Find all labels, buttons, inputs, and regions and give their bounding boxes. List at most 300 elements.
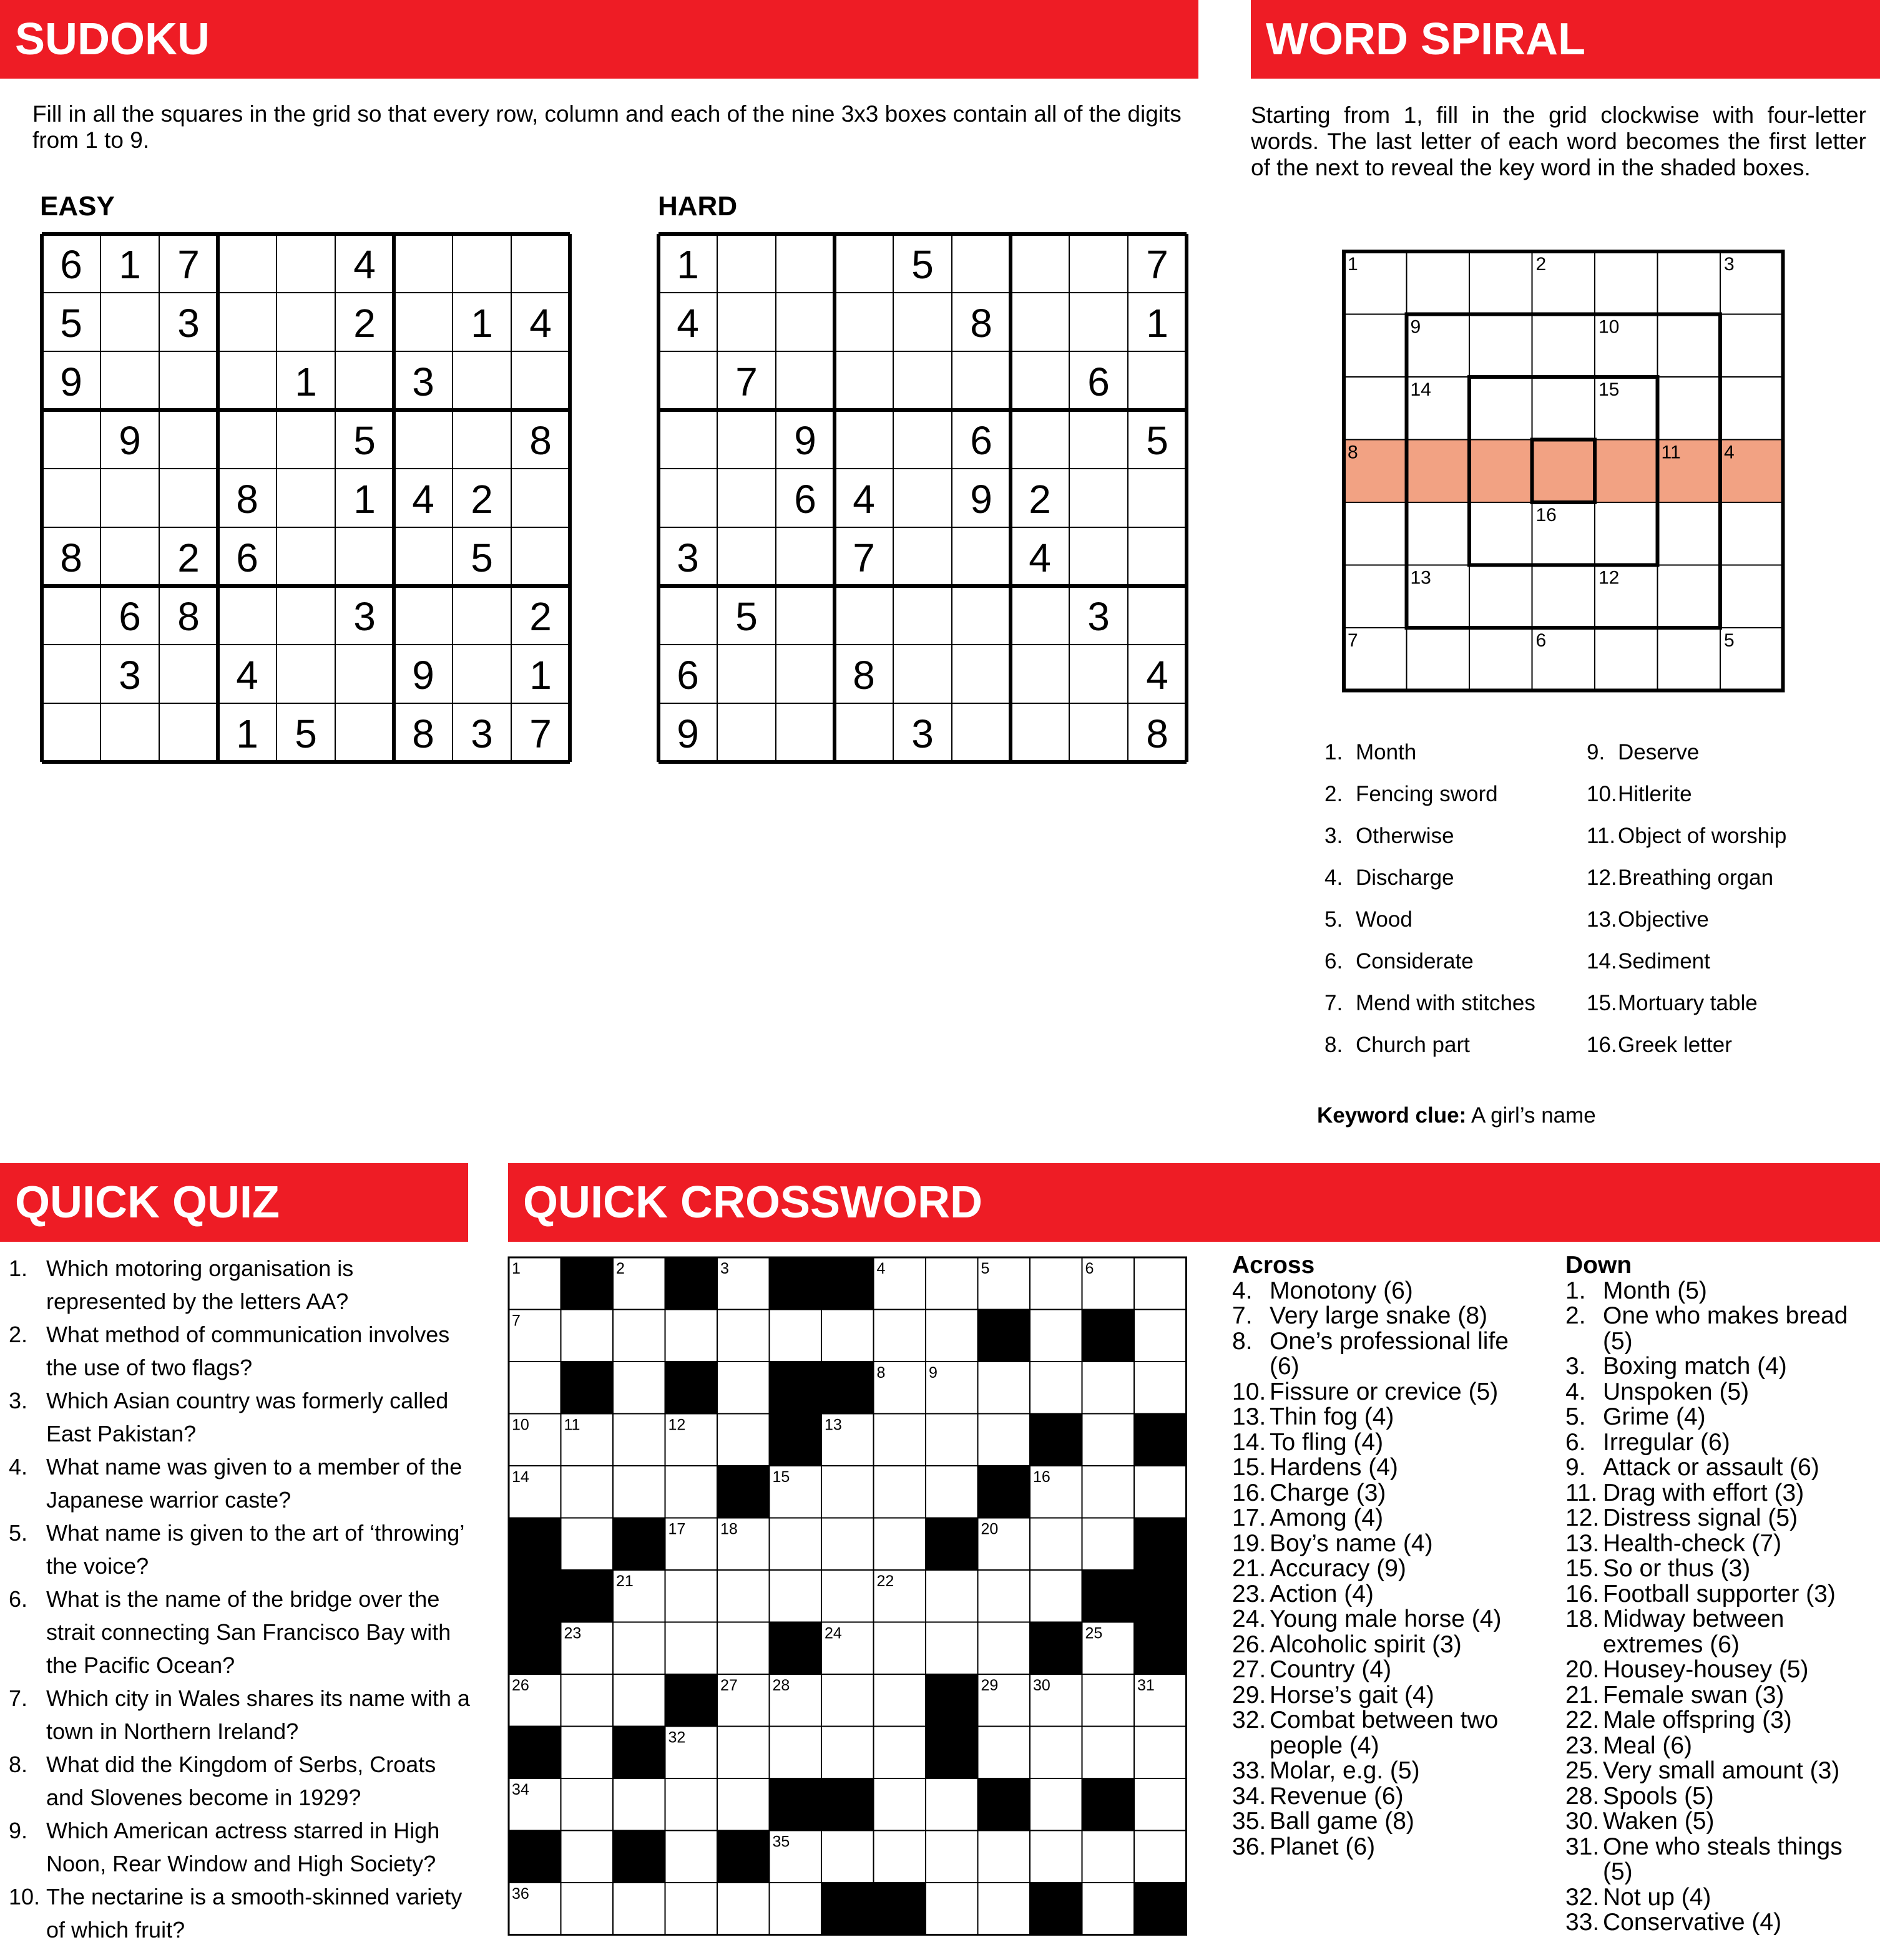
crossword-cell[interactable] (613, 1883, 665, 1935)
crossword-clue-text: Revenue (6) (1270, 1782, 1404, 1810)
sudoku-digit: 6 (794, 477, 816, 522)
clue-text: Fencing sword (1356, 782, 1498, 806)
crossword-cell[interactable] (874, 1831, 926, 1883)
crossword-clue (1565, 1683, 1878, 1709)
quiz-questions (9, 1252, 471, 1946)
crossword-cell[interactable] (613, 1362, 665, 1414)
sudoku-digit: 3 (412, 359, 434, 404)
crossword-clue-number: 13. (1565, 1529, 1600, 1557)
crossword-clue-number: 16. (1232, 1479, 1266, 1506)
quiz-question-text: Which Asian country was formerly called East Pakistan? (46, 1388, 449, 1446)
across-clues (1232, 1253, 1538, 1860)
crossword-cell[interactable] (1030, 1831, 1082, 1883)
crossword-cell[interactable] (1134, 1778, 1187, 1831)
quiz-question (9, 1384, 471, 1450)
quiz-question-text: What did the Kingdom of Serbs, Croats and Slovenes become in 1929? (46, 1752, 436, 1810)
crossword-cell[interactable] (1030, 1310, 1082, 1362)
spiral-clue (1587, 782, 1692, 807)
clue-text: Considerate (1356, 949, 1474, 973)
crossword-clue-number: 15. (1232, 1454, 1266, 1481)
keyword-clue-text: A girl’s name (1466, 1103, 1596, 1128)
quiz-question (9, 1318, 471, 1384)
sudoku-digit: 4 (353, 242, 376, 287)
crossword-cell[interactable] (821, 1310, 874, 1362)
clue-number: 16. (1587, 1033, 1617, 1057)
crossword-cell[interactable] (770, 1518, 822, 1571)
crossword-cell[interactable] (561, 1310, 614, 1362)
quiz-question-text: Which motoring organisation is represented by the letters AA? (46, 1255, 354, 1314)
sudoku-digit: 8 (1146, 711, 1168, 756)
crossword-cell[interactable] (978, 1883, 1031, 1935)
crossword-clue-number: 2. (1565, 1302, 1586, 1329)
sudoku-digit: 1 (353, 477, 376, 522)
crossword-clue-text: Attack or assault (6) (1603, 1454, 1819, 1481)
crossword-cell[interactable] (561, 1674, 614, 1727)
crossword-clue (1565, 1809, 1878, 1835)
sudoku-digit: 7 (529, 711, 552, 756)
crossword-cell[interactable] (978, 1831, 1031, 1883)
crossword-clue-number: 17. (1232, 1504, 1266, 1531)
crossword-cell[interactable] (1082, 1727, 1135, 1779)
crossword-cell[interactable] (509, 1362, 561, 1414)
crossword-cell-number: 6 (1085, 1260, 1094, 1277)
crossword-cell[interactable] (978, 1570, 1031, 1622)
clue-number: 14. (1587, 949, 1617, 973)
crossword-grid[interactable] (507, 1255, 1187, 1938)
crossword-clue-text: Distress signal (5) (1603, 1504, 1798, 1531)
crossword-clue (1565, 1708, 1878, 1733)
sudoku-digit: 7 (177, 242, 200, 287)
crossword-cell[interactable] (1030, 1518, 1082, 1571)
crossword-cell[interactable] (613, 1622, 665, 1675)
clue-text: Breathing organ (1618, 865, 1774, 890)
quiz-question (9, 1880, 471, 1946)
crossword-cell-number: 5 (981, 1260, 990, 1277)
crossword-cell[interactable] (665, 1310, 718, 1362)
crossword-cell-number: 19 (929, 1520, 946, 1538)
quiz-question-number: 1. (9, 1255, 28, 1281)
sudoku-digit: 1 (529, 653, 552, 698)
sudoku-digit: 4 (853, 477, 875, 522)
crossword-clue-text: Midway between extremes (6) (1603, 1606, 1785, 1658)
crossword-clue (1565, 1506, 1878, 1531)
crossword-cell[interactable] (978, 1622, 1031, 1675)
crossword-clue (1232, 1405, 1538, 1430)
crossword-clue-number: 36. (1232, 1833, 1266, 1860)
crossword-clue-text: One who makes bread (5) (1603, 1302, 1848, 1355)
crossword-clue (1232, 1683, 1538, 1709)
sudoku-hard-grid[interactable] (657, 232, 1188, 764)
crossword-cell[interactable] (665, 1570, 718, 1622)
sudoku-easy-grid[interactable] (40, 232, 572, 764)
sudoku-digit: 4 (236, 653, 258, 698)
crossword-clue (1565, 1481, 1878, 1506)
crossword-cell[interactable] (1030, 1257, 1082, 1310)
crossword-clue (1565, 1733, 1878, 1759)
sudoku-digit: 6 (60, 242, 82, 287)
crossword-cell[interactable] (821, 1518, 874, 1571)
crossword-cell[interactable] (717, 1727, 770, 1779)
crossword-cell[interactable] (926, 1778, 978, 1831)
crossword-cell[interactable] (1082, 1362, 1135, 1414)
crossword-clue (1232, 1481, 1538, 1506)
black-square (509, 1518, 561, 1571)
crossword-cell-number: 27 (720, 1677, 738, 1694)
crossword-cell[interactable] (926, 1414, 978, 1466)
sudoku-digit: 4 (529, 301, 552, 346)
crossword-cell-number: 14 (512, 1468, 529, 1486)
crossword-cell[interactable] (717, 1310, 770, 1362)
clue-number: 1. (1324, 740, 1343, 764)
clue-text: Wood (1356, 907, 1412, 932)
crossword-cell[interactable] (821, 1831, 874, 1883)
spiral-cell-number: 2 (1535, 254, 1547, 275)
sudoku-digit: 8 (177, 594, 200, 639)
spiral-clue (1324, 949, 1474, 974)
sudoku-digit: 9 (677, 711, 699, 756)
crossword-clue-text: Meal (6) (1603, 1732, 1693, 1759)
quiz-question (9, 1252, 471, 1318)
crossword-cell[interactable] (821, 1570, 874, 1622)
crossword-cell[interactable] (717, 1570, 770, 1622)
crossword-cell[interactable] (770, 1883, 822, 1935)
clue-text: Church part (1356, 1033, 1470, 1057)
crossword-clue-text: Molar, e.g. (5) (1270, 1757, 1420, 1784)
sudoku-digit: 5 (471, 535, 493, 580)
crossword-cell[interactable] (717, 1622, 770, 1675)
crossword-cell[interactable] (874, 1674, 926, 1727)
crossword-cell[interactable] (613, 1674, 665, 1727)
crossword-cell[interactable] (561, 1778, 614, 1831)
crossword-cell[interactable] (665, 1831, 718, 1883)
crossword-clue-text: Charge (3) (1270, 1479, 1386, 1506)
crossword-cell-number: 7 (512, 1312, 521, 1330)
crossword-clue-text: Boy’s name (4) (1270, 1529, 1433, 1557)
sudoku-digit: 1 (1146, 301, 1168, 346)
quick-crossword-banner (508, 1163, 1880, 1242)
black-square (1030, 1414, 1082, 1466)
crossword-clue-text: Not up (4) (1603, 1883, 1711, 1911)
crossword-clue (1232, 1607, 1538, 1632)
keyword-clue (1317, 1103, 1596, 1128)
quiz-question-number: 10. (9, 1884, 41, 1909)
crossword-clue-text: Young male horse (4) (1270, 1606, 1502, 1632)
black-square (665, 1674, 718, 1727)
sudoku-digit: 3 (119, 653, 141, 698)
crossword-cell[interactable] (613, 1310, 665, 1362)
crossword-cell[interactable] (926, 1883, 978, 1935)
crossword-cell[interactable] (561, 1831, 614, 1883)
crossword-clue-text: Country (4) (1270, 1656, 1392, 1683)
spiral-clue (1324, 991, 1535, 1016)
sudoku-digit: 3 (353, 594, 376, 639)
clue-number: 8. (1324, 1033, 1343, 1057)
crossword-cell[interactable] (926, 1570, 978, 1622)
crossword-clue-text: Action (4) (1270, 1580, 1374, 1607)
crossword-cell[interactable] (978, 1414, 1031, 1466)
crossword-clue-text: Waken (5) (1603, 1808, 1715, 1835)
crossword-cell[interactable] (926, 1257, 978, 1310)
crossword-cell[interactable] (770, 1727, 822, 1779)
black-square (1082, 1570, 1135, 1622)
crossword-clue-text: Hardens (4) (1270, 1454, 1398, 1481)
crossword-clue-number: 33. (1232, 1757, 1266, 1784)
crossword-clue-number: 14. (1232, 1428, 1266, 1456)
crossword-cell[interactable] (665, 1883, 718, 1935)
crossword-cell[interactable] (874, 1466, 926, 1518)
crossword-clue (1565, 1304, 1878, 1354)
crossword-cell[interactable] (561, 1727, 614, 1779)
crossword-cell[interactable] (665, 1466, 718, 1518)
spiral-cell-number: 12 (1598, 567, 1620, 588)
crossword-cell[interactable] (561, 1883, 614, 1935)
crossword-cell[interactable] (1082, 1831, 1135, 1883)
quiz-question (9, 1682, 471, 1748)
crossword-cell-number: 22 (876, 1572, 894, 1590)
black-square (561, 1570, 614, 1622)
crossword-cell[interactable] (978, 1727, 1031, 1779)
black-square (1134, 1570, 1187, 1622)
black-square (665, 1362, 718, 1414)
clue-text: Hitlerite (1618, 782, 1692, 806)
black-square (926, 1674, 978, 1727)
crossword-cell-number: 25 (1085, 1624, 1103, 1642)
sudoku-digit: 8 (60, 535, 82, 580)
crossword-cell[interactable] (1082, 1414, 1135, 1466)
word-spiral-instructions: Starting from 1, fill in the grid clockwise with four-letter words. The last letter of each word becomes the first letter of the next to reveal the key word in the shaded boxes. (1251, 102, 1866, 180)
crossword-cell[interactable] (1082, 1466, 1135, 1518)
crossword-cell[interactable] (874, 1310, 926, 1362)
quiz-question-number: 9. (9, 1818, 28, 1843)
crossword-cell[interactable] (1134, 1257, 1187, 1310)
sudoku-digit: 3 (911, 711, 934, 756)
crossword-cell[interactable] (874, 1414, 926, 1466)
crossword-cell[interactable] (1082, 1883, 1135, 1935)
sudoku-digit: 8 (236, 477, 258, 522)
quick-crossword-title: QUICK CROSSWORD (523, 1177, 982, 1227)
crossword-cell[interactable] (874, 1727, 926, 1779)
clue-number: 2. (1324, 782, 1343, 806)
crossword-clue (1232, 1582, 1538, 1607)
crossword-cell[interactable] (561, 1466, 614, 1518)
crossword-cell[interactable] (874, 1622, 926, 1675)
black-square (1030, 1883, 1082, 1935)
crossword-cell[interactable] (1030, 1570, 1082, 1622)
crossword-clue-number: 3. (1565, 1353, 1586, 1380)
crossword-cell[interactable] (613, 1778, 665, 1831)
word-spiral-banner (1251, 0, 1880, 79)
clue-text: Sediment (1618, 949, 1710, 973)
black-square (509, 1570, 561, 1622)
clue-text: Objective (1618, 907, 1709, 932)
crossword-cell[interactable] (1030, 1362, 1082, 1414)
crossword-cell[interactable] (1030, 1727, 1082, 1779)
black-square (770, 1362, 822, 1414)
crossword-clue-number: 24. (1232, 1606, 1266, 1632)
crossword-cell[interactable] (926, 1466, 978, 1518)
crossword-clue-number: 32. (1565, 1883, 1600, 1911)
crossword-cell[interactable] (821, 1466, 874, 1518)
spiral-clue (1587, 907, 1709, 932)
crossword-clue (1232, 1632, 1538, 1658)
crossword-cell[interactable] (717, 1362, 770, 1414)
crossword-clue-number: 4. (1565, 1378, 1586, 1405)
crossword-clue (1232, 1708, 1538, 1758)
clue-number: 11. (1587, 824, 1616, 848)
crossword-clue-number: 34. (1232, 1782, 1266, 1810)
crossword-clue-number: 5. (1565, 1403, 1586, 1430)
clue-number: 9. (1587, 740, 1605, 764)
clue-text: Deserve (1618, 740, 1700, 764)
spiral-cell-number: 3 (1724, 254, 1735, 275)
crossword-cell[interactable] (926, 1622, 978, 1675)
black-square (1030, 1622, 1082, 1675)
crossword-cell[interactable] (717, 1883, 770, 1935)
sudoku-digit: 8 (412, 711, 434, 756)
quick-quiz-banner (0, 1163, 468, 1242)
spiral-clue (1587, 740, 1699, 765)
crossword-cell[interactable] (613, 1414, 665, 1466)
sudoku-digit: 9 (794, 418, 816, 463)
quiz-question-text: What is the name of the bridge over the strait connecting San Francisco Bay with the Pacific Ocean? (46, 1586, 451, 1678)
crossword-clue-number: 4. (1232, 1277, 1253, 1304)
crossword-clue-text: One’s professional life (6) (1270, 1327, 1509, 1380)
crossword-cell[interactable] (1134, 1727, 1187, 1779)
crossword-clue-text: Planet (6) (1270, 1833, 1376, 1860)
crossword-cell[interactable] (717, 1414, 770, 1466)
crossword-clue-number: 18. (1565, 1606, 1600, 1632)
down-clues (1565, 1253, 1878, 1936)
clue-text: Object of worship (1618, 824, 1787, 848)
crossword-clue-text: Unspoken (5) (1603, 1378, 1750, 1405)
clue-number: 7. (1324, 991, 1343, 1015)
spiral-cell-number: 6 (1535, 630, 1547, 651)
down-heading: Down (1565, 1252, 1632, 1279)
clue-number: 3. (1324, 824, 1343, 848)
sudoku-digit: 5 (911, 242, 934, 287)
crossword-cell-number: 31 (1137, 1677, 1155, 1694)
crossword-clue-text: Ball game (8) (1270, 1808, 1414, 1835)
crossword-cell[interactable] (1082, 1674, 1135, 1727)
crossword-clue-text: Boxing match (4) (1603, 1353, 1787, 1380)
crossword-clue-text: Thin fog (4) (1270, 1403, 1394, 1430)
crossword-cell-number: 35 (772, 1833, 790, 1851)
crossword-clue-number: 8. (1232, 1327, 1253, 1355)
crossword-cell[interactable] (874, 1778, 926, 1831)
spiral-clue (1587, 865, 1773, 890)
crossword-clue (1565, 1556, 1878, 1582)
black-square (978, 1310, 1031, 1362)
crossword-clue-text: Monotony (6) (1270, 1277, 1413, 1304)
sudoku-title: SUDOKU (15, 14, 210, 64)
crossword-clue-number: 25. (1565, 1757, 1600, 1784)
crossword-cell-number: 21 (616, 1572, 634, 1590)
word-spiral-grid[interactable] (1342, 250, 1791, 694)
crossword-cell-number: 8 (876, 1364, 886, 1382)
black-square (770, 1778, 822, 1831)
crossword-clue-number: 13. (1232, 1403, 1266, 1430)
sudoku-digit: 1 (471, 301, 493, 346)
crossword-cell[interactable] (1082, 1518, 1135, 1571)
crossword-cell[interactable] (926, 1310, 978, 1362)
crossword-clue-number: 27. (1232, 1656, 1266, 1683)
sudoku-digit: 5 (295, 711, 317, 756)
crossword-clue-number: 15. (1565, 1555, 1600, 1582)
crossword-cell[interactable] (926, 1831, 978, 1883)
crossword-cell[interactable] (874, 1518, 926, 1571)
crossword-clue-text: Spools (5) (1603, 1782, 1714, 1810)
crossword-clue-text: Alcoholic spirit (3) (1270, 1631, 1462, 1658)
crossword-cell[interactable] (821, 1727, 874, 1779)
crossword-cell[interactable] (1030, 1778, 1082, 1831)
crossword-clue-number: 30. (1565, 1808, 1600, 1835)
crossword-clue (1565, 1910, 1878, 1936)
crossword-clue-text: Grime (4) (1603, 1403, 1706, 1430)
crossword-clue (1565, 1354, 1878, 1380)
crossword-cell-number: 18 (720, 1520, 738, 1538)
crossword-cell[interactable] (665, 1778, 718, 1831)
crossword-cell[interactable] (978, 1362, 1031, 1414)
spiral-clue (1324, 782, 1498, 807)
black-square (874, 1883, 926, 1935)
crossword-cell[interactable] (665, 1622, 718, 1675)
crossword-clue-number: 26. (1232, 1631, 1266, 1658)
sudoku-instructions: Fill in all the squares in the grid so that every row, column and each of the nine 3x3 boxes contain all of the digits from 1 to 9. (32, 101, 1182, 153)
crossword-cell-number: 26 (512, 1677, 529, 1694)
crossword-clue-text: Conservative (4) (1603, 1909, 1782, 1936)
crossword-clue (1565, 1405, 1878, 1430)
crossword-clue (1232, 1657, 1538, 1683)
hard-label: HARD (658, 191, 738, 222)
crossword-cell-number: 3 (720, 1260, 729, 1277)
crossword-cell-number: 28 (772, 1677, 790, 1694)
crossword-cell[interactable] (821, 1674, 874, 1727)
crossword-cell-number: 1 (512, 1260, 521, 1277)
spiral-cell-number: 13 (1410, 567, 1431, 588)
crossword-clue-text: Drag with effort (3) (1603, 1479, 1804, 1506)
crossword-cell[interactable] (1134, 1310, 1187, 1362)
sudoku-digit: 4 (1029, 535, 1051, 580)
crossword-clue-text: Housey-housey (5) (1603, 1656, 1809, 1683)
crossword-clue (1565, 1455, 1878, 1481)
crossword-clue-number: 9. (1565, 1454, 1586, 1481)
crossword-cell[interactable] (770, 1310, 822, 1362)
spiral-cell-number: 16 (1535, 505, 1557, 525)
black-square (613, 1831, 665, 1883)
crossword-cell[interactable] (613, 1466, 665, 1518)
crossword-clue (1232, 1556, 1538, 1582)
black-square (561, 1362, 614, 1414)
crossword-cell[interactable] (1134, 1831, 1187, 1883)
crossword-cell-number: 15 (772, 1468, 790, 1486)
sudoku-digit: 7 (853, 535, 875, 580)
spiral-clue (1324, 1033, 1470, 1058)
crossword-cell[interactable] (1134, 1362, 1187, 1414)
crossword-cell-number: 13 (825, 1416, 842, 1434)
sudoku-digit: 6 (1087, 359, 1110, 404)
crossword-cell[interactable] (1134, 1466, 1187, 1518)
crossword-clue (1565, 1531, 1878, 1557)
crossword-clue-text: Accuracy (9) (1270, 1555, 1406, 1582)
crossword-clue (1232, 1329, 1538, 1380)
crossword-clue-text: Month (5) (1603, 1277, 1707, 1304)
quiz-question (9, 1748, 471, 1814)
black-square (613, 1518, 665, 1571)
clue-text: Greek letter (1618, 1033, 1732, 1057)
crossword-cell[interactable] (561, 1518, 614, 1571)
crossword-cell[interactable] (717, 1778, 770, 1831)
crossword-cell[interactable] (770, 1570, 822, 1622)
